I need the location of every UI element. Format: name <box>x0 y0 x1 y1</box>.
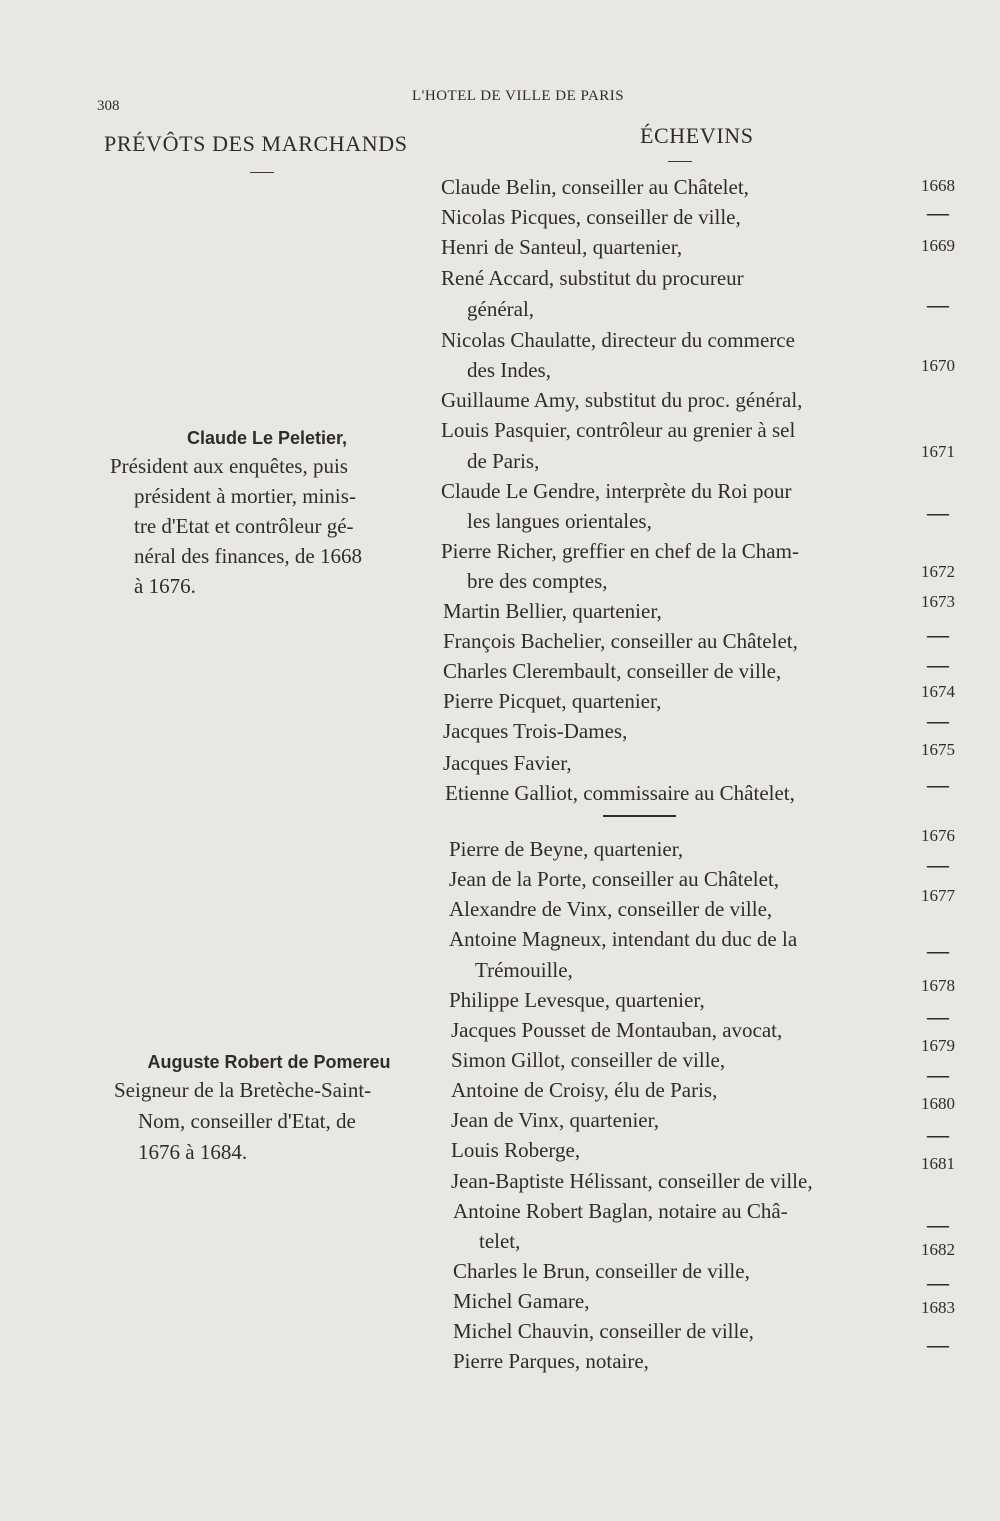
year-label: 1679 <box>921 1036 955 1055</box>
left-heading-dash <box>250 172 274 173</box>
year-dash: — <box>927 1332 949 1357</box>
echevin-entry: Pierre de Beyne, quartenier, <box>449 837 684 861</box>
echevin-entry: Antoine Magneux, intendant du duc de la <box>449 927 798 951</box>
year-dash: — <box>927 622 949 647</box>
prevot-description-line: Seigneur de la Bretèche-Saint- <box>114 1078 372 1102</box>
year-label: 1674 <box>921 682 955 701</box>
section-rule <box>603 815 676 817</box>
year-dash: — <box>927 652 949 677</box>
echevin-entry: René Accard, substitut du procureur <box>441 266 744 290</box>
echevin-entry-continuation: bre des comptes, <box>467 569 608 593</box>
year-dash: — <box>927 938 949 963</box>
prevot-description-line: tre d'Etat et contrôleur gé- <box>134 514 354 538</box>
echevin-entry: Michel Chauvin, conseiller de ville, <box>453 1319 754 1343</box>
year-dash: — <box>927 292 949 317</box>
left-column-heading: PRÉVÔTS DES MARCHANDS <box>104 131 408 156</box>
prevot-description-line: néral des finances, de 1668 <box>134 544 362 568</box>
echevin-entry: Michel Gamare, <box>453 1289 590 1313</box>
echevin-entry: Nicolas Chaulatte, directeur du commerce <box>441 328 795 352</box>
page-number: 308 <box>97 98 120 114</box>
year-label: 1670 <box>921 356 955 375</box>
year-dash: — <box>927 852 949 877</box>
year-label: 1675 <box>921 740 955 759</box>
echevin-entry: Antoine Robert Baglan, notaire au Châ- <box>453 1199 788 1223</box>
year-dash: — <box>927 1270 949 1295</box>
year-label: 1673 <box>921 592 955 611</box>
year-dash: — <box>927 1122 949 1147</box>
year-dash: — <box>927 500 949 525</box>
year-label: 1677 <box>921 886 955 905</box>
echevin-entry: Alexandre de Vinx, conseiller de ville, <box>449 897 773 921</box>
echevin-entry: Pierre Richer, greffier en chef de la Cham- <box>441 539 799 563</box>
echevin-entry: Etienne Galliot, commissaire au Châtelet, <box>445 781 795 805</box>
prevot-description-line: Président aux enquêtes, puis <box>110 454 348 478</box>
prevot-description-line: à 1676. <box>134 574 196 598</box>
echevin-entry-continuation: Trémouille, <box>475 958 573 982</box>
year-label: 1681 <box>921 1154 955 1173</box>
prevot-name: Auguste Robert de Pomereu <box>147 1052 391 1072</box>
echevin-entry: Martin Bellier, quartenier, <box>443 599 662 623</box>
prevot-description-line: Nom, conseiller d'Etat, de <box>138 1109 356 1133</box>
year-dash: — <box>927 1004 949 1029</box>
echevin-entry: Jean de Vinx, quartenier, <box>451 1108 660 1132</box>
year-label: 1678 <box>921 976 955 995</box>
echevin-entry: Nicolas Picques, conseiller de ville, <box>441 205 741 229</box>
echevin-entry: Antoine de Croisy, élu de Paris, <box>451 1078 718 1102</box>
echevin-entry: Simon Gillot, conseiller de ville, <box>451 1048 726 1072</box>
echevin-entry: Jean de la Porte, conseiller au Châtelet, <box>449 867 780 891</box>
echevin-entry-continuation: les langues orientales, <box>467 509 652 533</box>
year-label: 1680 <box>921 1094 955 1113</box>
prevot-name: Claude Le Peletier, <box>186 428 348 448</box>
right-column-heading: ÉCHEVINS <box>640 123 754 148</box>
year-label: 1672 <box>921 562 955 581</box>
year-dash: — <box>927 772 949 797</box>
prevot-description-line: 1676 à 1684. <box>138 1140 248 1164</box>
echevin-entry: Charles le Brun, conseiller de ville, <box>453 1259 750 1283</box>
echevin-entry: Louis Pasquier, contrôleur au grenier à sel <box>441 418 796 442</box>
echevin-entry: Pierre Parques, notaire, <box>453 1349 649 1373</box>
echevin-entry-continuation: des Indes, <box>467 358 551 382</box>
echevin-entry-continuation: général, <box>467 297 535 321</box>
echevin-entry: Pierre Picquet, quartenier, <box>443 689 662 713</box>
year-label: 1676 <box>921 826 955 845</box>
year-label: 1671 <box>921 442 955 461</box>
echevin-entry: Philippe Levesque, quartenier, <box>449 988 705 1012</box>
echevin-entry: Henri de Santeul, quartenier, <box>441 235 683 259</box>
right-heading-dash <box>668 161 692 162</box>
echevin-entry-continuation: de Paris, <box>467 449 540 473</box>
echevin-entry: Jacques Pousset de Montauban, avocat, <box>451 1018 783 1042</box>
echevin-entry: Jacques Favier, <box>443 751 572 775</box>
prevot-description-line: président à mortier, minis- <box>134 484 356 508</box>
year-dash: — <box>927 1212 949 1237</box>
echevin-entry: Charles Clerembault, conseiller de ville, <box>443 659 782 683</box>
year-label: 1669 <box>921 236 955 255</box>
echevin-entry-continuation: telet, <box>479 1229 521 1253</box>
year-dash: — <box>927 1062 949 1087</box>
year-label: 1683 <box>921 1298 955 1317</box>
echevin-entry: Jacques Trois-Dames, <box>443 719 628 743</box>
year-label: 1682 <box>921 1240 955 1259</box>
year-dash: — <box>927 200 949 225</box>
year-label: 1668 <box>921 176 955 195</box>
echevin-entry: Louis Roberge, <box>451 1138 581 1162</box>
echevin-entry: Guillaume Amy, substitut du proc. général, <box>441 388 803 412</box>
echevin-entry: Claude Belin, conseiller au Châtelet, <box>441 175 749 199</box>
running-title: L'HOTEL DE VILLE DE PARIS <box>412 88 625 104</box>
echevin-entry: François Bachelier, conseiller au Châtelet, <box>443 629 798 653</box>
year-dash: — <box>927 708 949 733</box>
echevin-entry: Jean-Baptiste Hélissant, conseiller de ville, <box>451 1169 813 1193</box>
echevin-entry: Claude Le Gendre, interprète du Roi pour <box>441 479 792 503</box>
